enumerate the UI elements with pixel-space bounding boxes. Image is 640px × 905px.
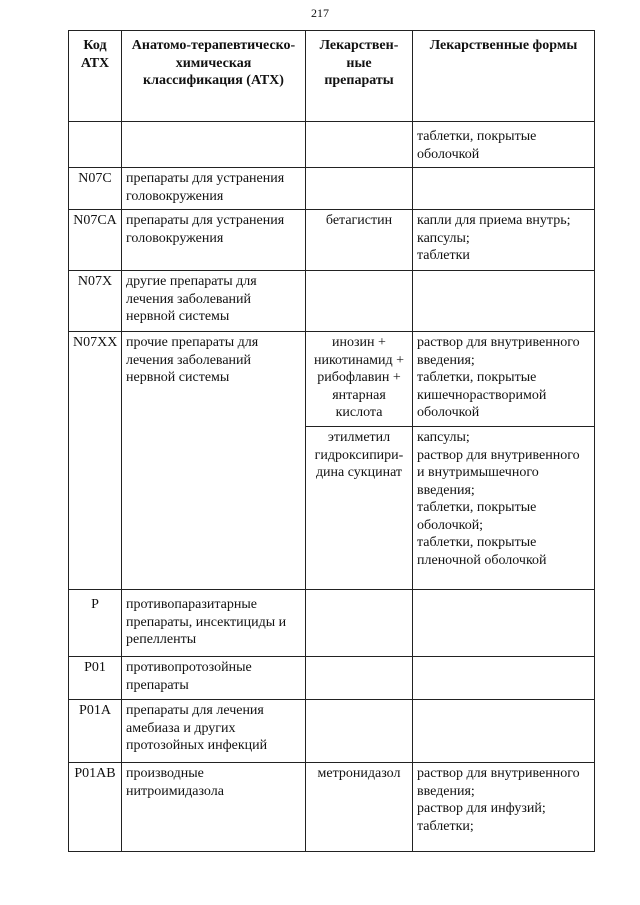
- drug-cell: [306, 271, 413, 332]
- classification-cell: препараты для лечения амебиаза и других протозойных инфекций: [122, 700, 306, 763]
- table-row: [69, 122, 595, 168]
- code-cell: N07C: [69, 168, 122, 210]
- classification-cell: препараты для устранения головокружения: [122, 210, 306, 271]
- drug-cell: [306, 590, 413, 657]
- drug-cell: бетагистин: [306, 210, 413, 271]
- table-row: [69, 657, 595, 700]
- form-line: раствор для инфузий;: [417, 801, 546, 816]
- form-line: таблетки, покрытые оболочкой;: [417, 500, 537, 533]
- form-line: раствор для внутривенного введения;: [417, 766, 580, 799]
- code-cell: P: [69, 590, 122, 657]
- classification-cell: противопаразитарные препараты, инсектициды и репелленты: [122, 590, 306, 657]
- table-header: [69, 31, 595, 122]
- form-line: капли для приема внутрь;: [417, 213, 571, 228]
- code-cell: [69, 122, 122, 168]
- table-row: [69, 168, 595, 210]
- header-drugs: Лекарствен-ные препараты: [306, 31, 413, 122]
- header-forms: Лекарственные формы: [413, 31, 595, 122]
- forms-cell: [413, 763, 595, 852]
- drug-cell: [306, 700, 413, 763]
- forms-cell: [413, 210, 595, 271]
- drug-cell: метронидазол: [306, 763, 413, 852]
- drug-cell: [306, 122, 413, 168]
- forms-cell: [413, 332, 595, 427]
- form-line: таблетки, покрытые пленочной оболочкой: [417, 535, 547, 568]
- forms-cell: [413, 590, 595, 657]
- forms-cell: [413, 122, 595, 168]
- classification-cell: прочие препараты для лечения заболеваний нервной системы: [122, 332, 306, 590]
- classification-cell: препараты для устранения головокружения: [122, 168, 306, 210]
- form-line: капсулы;: [417, 230, 470, 246]
- code-cell: N07XX: [69, 332, 122, 590]
- table-row: [69, 332, 595, 427]
- classification-cell: другие препараты для лечения заболеваний нервной системы: [122, 271, 306, 332]
- drug-cell: [306, 657, 413, 700]
- atx-table: [68, 30, 595, 852]
- forms-cell: [413, 427, 595, 590]
- code-cell: P01: [69, 657, 122, 700]
- table-body: [69, 122, 595, 852]
- classification-cell: производные нитроимидазола: [122, 763, 306, 852]
- header-code: Код АТХ: [69, 31, 122, 122]
- table-row: [69, 763, 595, 852]
- classification-cell: [122, 122, 306, 168]
- code-cell: P01A: [69, 700, 122, 763]
- form-line: таблетки;: [417, 818, 474, 834]
- code-cell: P01AB: [69, 763, 122, 852]
- table-row: [69, 700, 595, 763]
- form-line: таблетки: [417, 248, 470, 263]
- header-row: [69, 31, 595, 122]
- form-line: раствор для внутривенного введения;: [417, 335, 580, 368]
- drug-cell: [306, 168, 413, 210]
- code-cell: N07X: [69, 271, 122, 332]
- form-line: раствор для внутривенного и внутримышечного введения;: [417, 447, 580, 498]
- classification-cell: противопротозойные препараты: [122, 657, 306, 700]
- drug-cell: инозин + никотинамид + рибофлавин + янтарная кислота: [306, 332, 413, 427]
- page-number: 217: [311, 6, 329, 20]
- table-row: [69, 210, 595, 271]
- form-line: таблетки, покрытые кишечнорастворимой оболочкой: [417, 370, 547, 420]
- code-cell: N07CA: [69, 210, 122, 271]
- table-row: [69, 271, 595, 332]
- forms-cell: [413, 271, 595, 332]
- form-line: таблетки, покрытые оболочкой: [417, 129, 537, 162]
- drug-cell: этилметил гидроксипири-дина сукцинат: [306, 427, 413, 590]
- header-classification: Анатомо-терапевтическо-химическая классификация (АТХ): [122, 31, 306, 122]
- form-line: капсулы;: [417, 430, 470, 445]
- table-row: [69, 590, 595, 657]
- forms-cell: [413, 700, 595, 763]
- forms-cell: [413, 168, 595, 210]
- forms-cell: [413, 657, 595, 700]
